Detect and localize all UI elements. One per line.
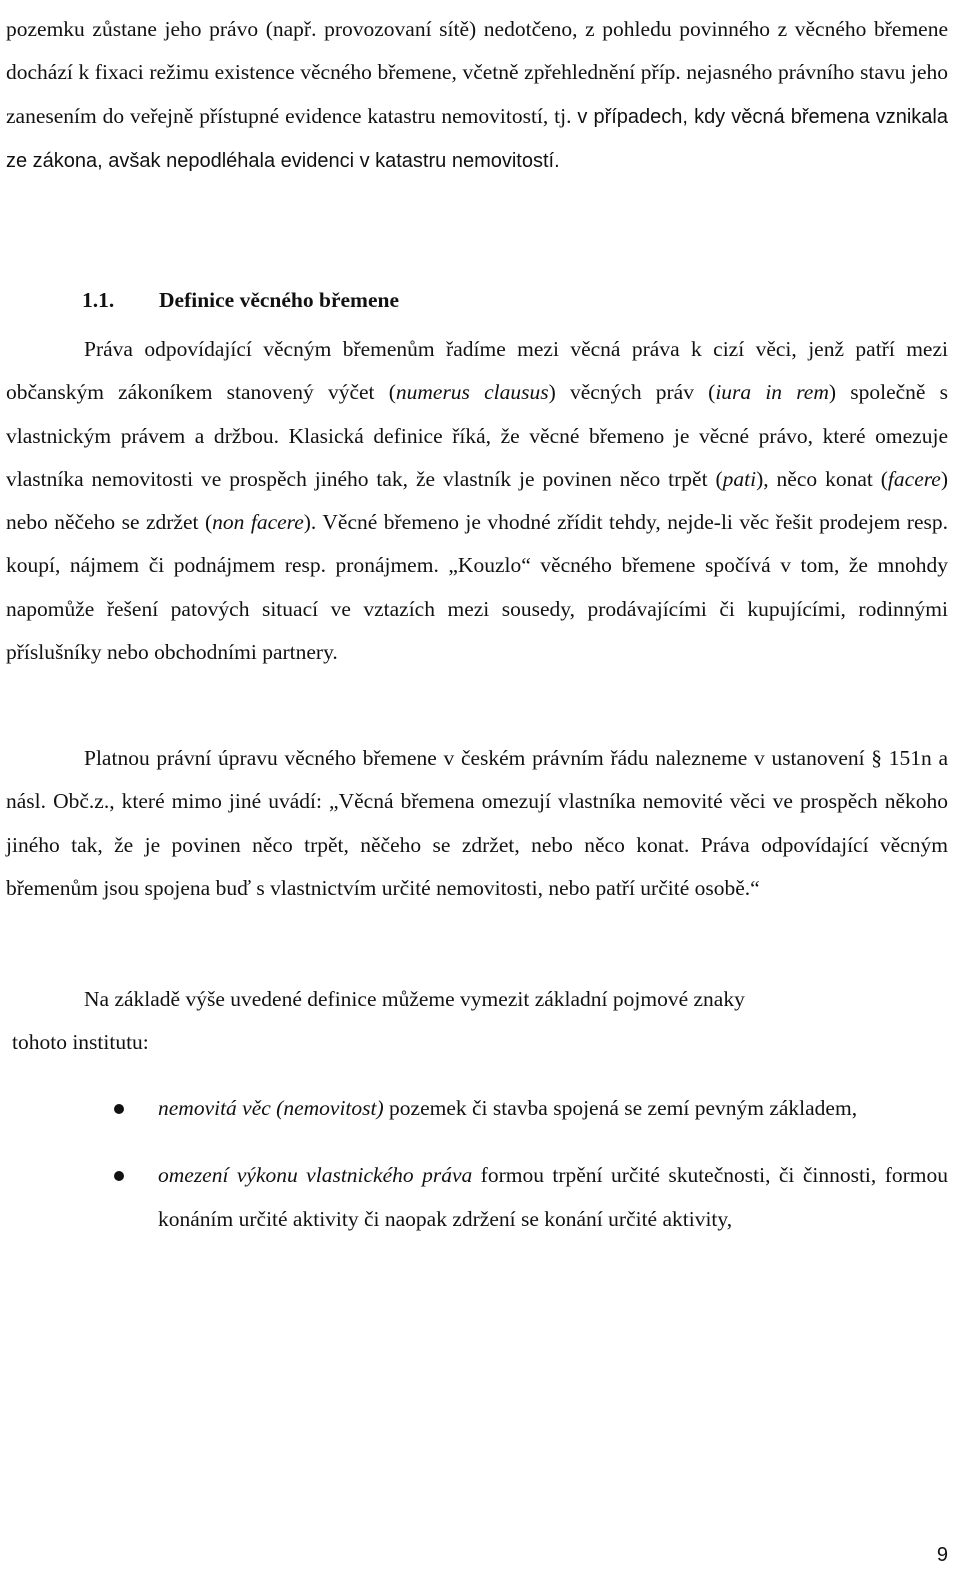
para2-e: ) nebo něčeho se zdržet ( [6,466,949,535]
para2-b: ) věcných práv ( [548,380,716,405]
section-heading [82,279,399,322]
paragraph-definition [6,328,948,674]
para2-italic-numerus-clausus: numerus clausus [395,380,549,405]
list-item-term: omezení výkonu vlastnického práva [158,1163,473,1188]
para2-a: Práva odpovídající věcným břemenům řadíme mezi věcná práva k cizí věci, jenž patří mezi občanským zákoníkem stanovený výčet ( [6,337,948,405]
list-item [0,1087,948,1130]
intro-line-1: Na základě výše uvedené definice můžeme vymezit základní pojmové znaky [84,987,745,1011]
list-item [0,1154,948,1241]
para2-f: ). Věcné břemeno je vhodné zřídit tehdy, nejde-li věc řešit prodejem resp. koupí, nájmem či podnájmem resp. pronájmem. „Kouzlo“ věcného břemene spočívá v tom, že mnohdy napomůže řešení patových situací ve vztazích mezi sousedy, prodávajícími či kupujícími, rodinnými příslušníky nebo obchodními partnery. [6,510,948,665]
paragraph-continuation-serif: pozemku zůstane jeho právo (např. provozovaní sítě) nedotčeno, z pohledu povinného z věcného břemene dochází k fixaci režimu existence věcného břemene, včetně zpřehlednění příp. nejasného právního stavu jeho zanesením do veřejně přístupné evidence katastru nemovitostí, tj. [6,17,948,128]
feature-list [0,1087,960,1265]
list-item-text: pozemek či stavba spojená se zemí pevným základem, [383,1096,858,1120]
list-item-term: nemovitá věc (nemovitost) [158,1096,384,1120]
section-number: 1.1. [82,288,115,312]
para2-d: ), něco konat ( [756,466,888,491]
paragraph-continuation [6,8,948,183]
paragraph-intro-list [6,978,948,1065]
paragraph-continuation-sans: v případech, kdy věcná břemena vznikala ze zákona, avšak nepodléhala evidenci v katastru nemovitostí. [6,105,948,172]
paragraph-legal-basis: Platnou právní úpravu věcného břemene v českém právním řádu nalezneme v ustanovení § 151n a násl. Obč.z., které mimo jiné uvádí: „Věcná břemena omezují vlastníka nemovité věci ve prospěch někoho jiného tak, že je povinen něco trpět, něčeho se zdržet, nebo něco konat. Práva odpovídající věcným břemenům jsou spojena buď s vlastnictvím určité nemovitosti, nebo patří určité osobě.“ [6,746,948,900]
para2-italic-pati: pati [722,466,757,491]
bullet-icon [114,1171,124,1181]
section-title: Definice věcného břemene [159,288,400,312]
list-item-text: formou trpění určité skutečnosti, či činnosti, formou konáním určité aktivity či naopak zdržení se konání určité aktivity, [158,1163,948,1231]
para2-italic-facere: facere [887,466,941,491]
page-number: 9 [936,1544,948,1566]
para2-italic-non-facere: non facere [212,510,304,535]
bullet-icon [114,1104,124,1114]
intro-line-2: tohoto institutu: [12,1030,149,1055]
para2-italic-iura-in-rem: iura in rem [715,380,829,405]
para2-c: ) společně s vlastnickým právem a držbou. Klasická definice říká, že věcné břemeno je věcné právo, které omezuje vlastníka nemovitosti ve prospěch jiného tak, že vlastník je povinen něco trpět ( [6,380,948,491]
